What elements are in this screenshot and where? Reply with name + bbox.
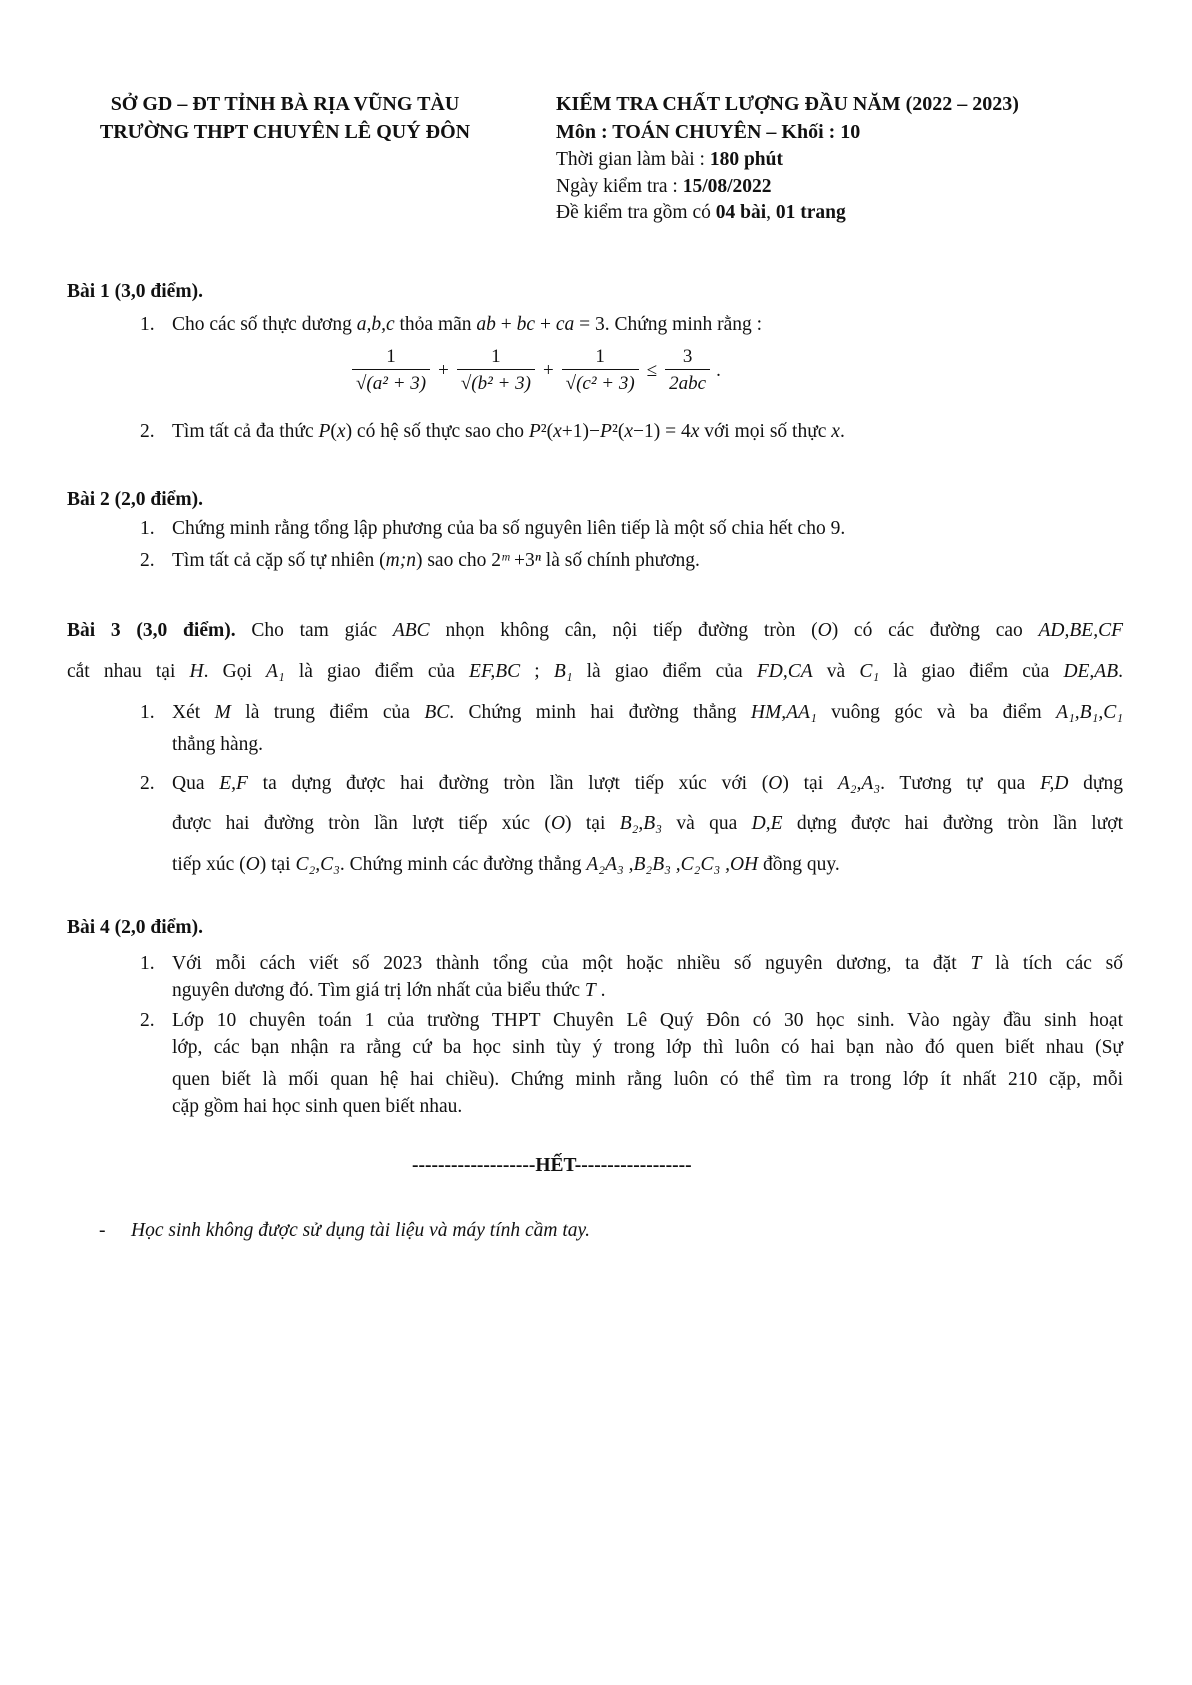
denominator: 2abc [665, 369, 710, 396]
text-segment: ) tại [259, 854, 296, 875]
bai-4-item-1 [172, 952, 1123, 976]
text-segment: tiếp xúc ( [172, 854, 246, 875]
bai-4-item-2 [172, 1009, 1123, 1033]
bai-4-item-2 [172, 1036, 1123, 1060]
exam-time [556, 148, 783, 172]
math-expression: M [214, 702, 231, 723]
text-segment: dựng được hai đường tròn lần lượt [782, 813, 1124, 834]
note-dash [99, 1219, 106, 1243]
text-segment: . Chứng minh các đường thẳng [339, 854, 587, 875]
text-segment: Tìm tất cả đa thức [172, 421, 319, 442]
text-segment: −1) = 4 [632, 421, 691, 442]
exam-date [556, 175, 772, 199]
text-segment: +1)− [561, 421, 601, 442]
end-marker [412, 1154, 692, 1178]
leq-sign: ≤ [646, 359, 658, 381]
denominator: √(b² + 3) [457, 369, 535, 396]
plus-sign: + [438, 359, 449, 381]
page-count: 01 trang [775, 202, 846, 223]
math-expression: P [318, 421, 331, 442]
math-expression: P [600, 421, 612, 442]
math-expression: E,F [219, 773, 248, 794]
math-expression: x [690, 421, 700, 442]
math-expression: O [817, 620, 832, 641]
math-expression: x [624, 421, 633, 442]
math-expression: A₂A₃ ,B₂B₃ ,C₂C₃ ,OH [586, 854, 759, 875]
bai-3-item-1 [172, 701, 1123, 725]
numerator: 1 [595, 346, 605, 367]
bai-3-statement [67, 660, 1123, 684]
math-expression: EF,BC [469, 661, 521, 682]
bai-4-heading [67, 916, 203, 940]
text-segment: + [495, 314, 517, 335]
text-segment: + [535, 314, 556, 335]
math-expression: ABC [392, 620, 430, 641]
math-expression: m;n [385, 550, 416, 571]
math-expression: ᵐ [500, 550, 510, 571]
item-number: 1. [140, 518, 155, 539]
bai-1-heading [67, 280, 203, 304]
text-segment: quen biết là mối quan hệ hai chiều). Chứng minh rằng luôn có thể tìm ra trong lớp ít nhất 210 cặp, mỗi [172, 1069, 1123, 1090]
text-segment: ) có các đường cao [831, 620, 1039, 641]
text-segment: Tìm tất cả cặp số tự nhiên ( [172, 550, 386, 571]
item-number: 1. [140, 314, 155, 335]
math-expression: FD,CA [756, 661, 813, 682]
math-expression: AD,BE,CF [1038, 620, 1123, 641]
bold-text: Bài 4 (2,0 điểm). [67, 917, 203, 938]
text-segment: cặp gồm hai học sinh quen biết nhau. [172, 1096, 463, 1117]
problem-count: 04 bài [715, 202, 767, 223]
math-expression: B₂,B₃ [619, 813, 662, 834]
math-expression: A₂,A₃ [837, 773, 881, 794]
text-segment: . Tương tự qua [880, 773, 1041, 794]
text-segment: +3 [509, 550, 535, 571]
fraction-b [457, 345, 535, 396]
text-segment: Lớp 10 chuyên toán 1 của trường THPT Chuyên Lê Quý Đôn có 30 học sinh. Vào ngày đầu sinh hoạt [172, 1010, 1123, 1031]
bai-2-item-1 [172, 517, 845, 541]
date-label: Ngày kiểm tra : [556, 176, 683, 197]
note-text [131, 1219, 590, 1243]
text-segment: nhọn không cân, nội tiếp đường tròn ( [429, 620, 818, 641]
math-expression: C₁ [859, 661, 880, 682]
text-segment: và qua [662, 813, 752, 834]
math-expression: A₁,B₁,C₁ [1056, 702, 1123, 723]
item-number: 2. [140, 1010, 155, 1031]
math-expression: ⁿ [534, 550, 541, 571]
math-expression: HM,AA₁ [750, 702, 817, 723]
text-segment: và [812, 661, 860, 682]
bai-3-item-2 [172, 812, 1123, 836]
bai-1-item-1 [172, 313, 762, 337]
numerator: 1 [491, 346, 501, 367]
text-segment: nguyên dương đó. Tìm giá trị lớn nhất của biểu thức [172, 980, 585, 1001]
item-number: 1. [140, 953, 155, 974]
bold-text: Bài 1 (3,0 điểm). [67, 281, 203, 302]
text-segment: Cho tam giác [235, 620, 393, 641]
item-number: 1. [140, 702, 155, 723]
bai-1-item-2 [172, 420, 845, 444]
bold-text: -------------------HẾT------------------ [412, 1155, 692, 1176]
numerator: 1 [386, 346, 396, 367]
numerator: 3 [682, 346, 693, 367]
math-expression: ab [476, 314, 496, 335]
text-segment: cắt nhau tại [67, 661, 190, 682]
math-expression: BC [424, 702, 450, 723]
text-segment: là giao điểm của [284, 661, 470, 682]
math-expression: C₂,C₃ [295, 854, 340, 875]
math-expression: B₁ [553, 661, 573, 682]
exam-title: KIỂM TRA CHẤT LƯỢNG ĐẦU NĂM (2022 – 2023) [556, 93, 1019, 115]
math-expression: P [528, 421, 541, 442]
separator: , [766, 202, 776, 223]
math-expression: Học sinh không được sử dụng tài liệu và máy tính cầm tay. [131, 1220, 590, 1241]
item-number: 2. [140, 550, 155, 571]
text-segment: thỏa mãn [394, 314, 477, 335]
exam-pages [556, 201, 846, 225]
text-segment: là số chính phương. [540, 550, 700, 571]
text-segment: Xét [172, 702, 215, 723]
math-expression: H [189, 661, 204, 682]
math-expression: F,D [1040, 773, 1069, 794]
time-label: Thời gian làm bài : [556, 149, 710, 170]
math-expression: x [336, 421, 346, 442]
text-segment: Qua [172, 773, 220, 794]
item-number: 2. [140, 421, 155, 442]
math-expression: O [768, 773, 783, 794]
bai-3-item-1 [172, 733, 263, 757]
text-segment: vuông góc và ba điểm [816, 702, 1057, 723]
text-segment: ²( [611, 421, 625, 442]
bai-4-item-2 [172, 1068, 1123, 1092]
text-segment: ( [330, 421, 337, 442]
text-segment: Chứng minh rằng tổng lập phương của ba số nguyên liên tiếp là một số chia hết cho 9. [172, 518, 846, 539]
math-expression: A₁ [266, 661, 285, 682]
text-segment: - [99, 1220, 106, 1241]
text-segment: ta dựng được hai đường tròn lần lượt tiếp xúc với ( [247, 773, 769, 794]
exam-subject: Môn : TOÁN CHUYÊN – Khối : 10 [556, 121, 861, 143]
text-segment: lớp, các bạn nhận ra rằng cứ ba học sinh tùy ý trong lớp thì luôn có hai bạn nào đó quen biết nhau (Sự [172, 1037, 1123, 1058]
denominator: √(a² + 3) [352, 369, 430, 396]
bai-4-item-1 [172, 979, 606, 1003]
math-expression: bc [516, 314, 536, 335]
math-expression: x [831, 421, 840, 442]
math-expression: ca [555, 314, 575, 335]
bai-2-item-2 [172, 549, 700, 573]
time-value: 180 phút [709, 149, 783, 170]
item-number: 2. [140, 773, 155, 794]
text-segment: thẳng hàng. [172, 734, 263, 755]
denominator: √(c² + 3) [562, 369, 639, 396]
date-value: 15/08/2022 [682, 176, 772, 197]
text-segment: đồng quy. [758, 854, 840, 875]
text-segment: là giao điểm của [572, 661, 757, 682]
bai-3-item-2 [172, 853, 840, 877]
plus-sign: + [542, 359, 554, 381]
math-expression: x [553, 421, 562, 442]
math-expression: T [584, 980, 596, 1001]
fraction-rhs [665, 345, 710, 396]
text-segment: . [1118, 661, 1124, 682]
text-segment: Cho các số thực dương [172, 314, 357, 335]
text-segment: ) tại [782, 773, 838, 794]
text-segment: ) tại [565, 813, 620, 834]
period: . [716, 359, 721, 381]
text-segment: là tích các số [981, 953, 1123, 974]
text-segment: được hai đường tròn lần lượt tiếp xúc ( [172, 813, 551, 834]
text-segment: . [839, 421, 845, 442]
bai-3-statement [67, 619, 1123, 643]
text-segment: là trung điểm của [230, 702, 425, 723]
bai-4-item-2 [172, 1095, 462, 1119]
text-segment: Với mỗi cách viết số 2023 thành tổng của một hoặc nhiều số nguyên dương, ta đặt [172, 953, 971, 974]
text-segment: ²( [540, 421, 554, 442]
text-segment: là giao điểm của [879, 661, 1064, 682]
math-expression: a,b,c [356, 314, 395, 335]
math-expression: O [245, 854, 260, 875]
text-segment: . Chứng minh hai đường thẳng [449, 702, 751, 723]
text-segment: . Gọi [203, 661, 266, 682]
text-segment: . [595, 980, 606, 1001]
bai-3-item-2 [172, 772, 1123, 796]
text-segment: với mọi số thực [699, 421, 832, 442]
fraction-c [562, 345, 639, 396]
text-segment: ) sao cho 2 [415, 550, 501, 571]
fraction-a [352, 345, 430, 396]
header-school: TRƯỜNG THPT CHUYÊN LÊ QUÝ ĐÔN [99, 121, 471, 143]
math-expression: T [970, 953, 982, 974]
text-segment: = 3. Chứng minh rằng : [574, 314, 763, 335]
bold-text: Bài 3 (3,0 điểm). [67, 620, 236, 641]
bai-2-heading [67, 488, 203, 512]
pages-label: Đề kiểm tra gồm có [556, 202, 716, 223]
bold-text: Bài 2 (2,0 điểm). [67, 489, 203, 510]
inequality-formula [350, 345, 721, 396]
math-expression: DE,AB [1063, 661, 1119, 682]
math-expression: O [550, 813, 566, 834]
header-department: SỞ GD – ĐT TỈNH BÀ RỊA VŨNG TÀU [110, 93, 460, 115]
text-segment: ; [520, 661, 554, 682]
text-segment: dựng [1068, 773, 1123, 794]
math-expression: D,E [751, 813, 783, 834]
text-segment: ) có hệ số thực sao cho [345, 421, 529, 442]
